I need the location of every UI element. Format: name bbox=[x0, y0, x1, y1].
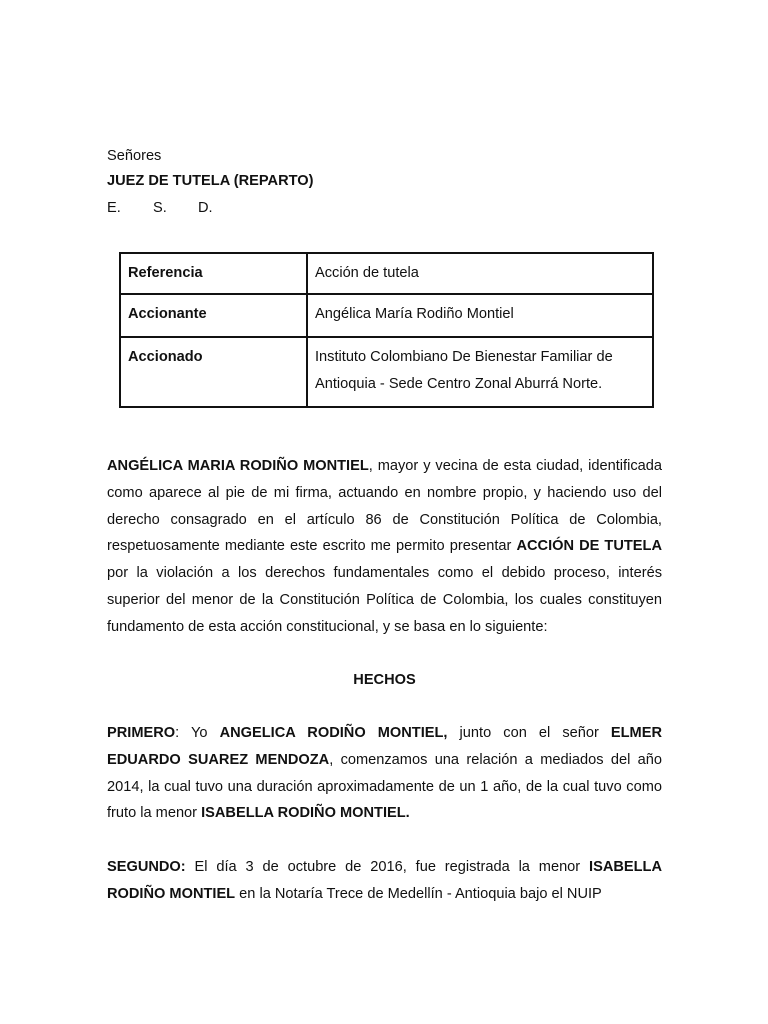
table-value-line: Instituto Colombiano De Bienestar Familiar de bbox=[315, 349, 613, 365]
salutation: Señores bbox=[107, 148, 162, 164]
paragraph-line: PRIMERO: Yo ANGELICA RODIÑO MONTIEL, junto con el señor ELMER bbox=[107, 725, 662, 741]
paragraph-line: 2014, la cual tuvo una duración aproximadamente de un 1 año, de la cual tuvo como bbox=[107, 778, 662, 795]
table-key: Accionado bbox=[120, 337, 307, 407]
paragraph-line: ANGÉLICA MARIA RODIÑO MONTIEL, mayor y vecina de esta ciudad, identificada bbox=[107, 458, 662, 474]
paragraph-line: como aparece al pie de mi firma, actuando en nombre propio, y haciendo uso del bbox=[107, 484, 662, 501]
table-value bbox=[307, 337, 653, 407]
table-row bbox=[120, 253, 653, 294]
table-value bbox=[307, 253, 653, 294]
paragraph-line: RODIÑO MONTIEL en la Notaría Trece de Medellín - Antioquia bajo el NUIP bbox=[107, 885, 602, 902]
table-key: Referencia bbox=[120, 253, 307, 294]
fact-primero bbox=[107, 720, 662, 827]
paragraph-line: fundamento de esta acción constitucional, y se basa en lo siguiente: bbox=[107, 618, 548, 635]
paragraph-line: EDUARDO SUAREZ MENDOZA, comenzamos una relación a mediados del año bbox=[107, 751, 662, 768]
section-heading: HECHOS bbox=[353, 672, 416, 688]
table-key: Accionante bbox=[120, 294, 307, 337]
table-value-line: Antioquia - Sede Centro Zonal Aburrá Norte. bbox=[315, 376, 603, 392]
intro-paragraph bbox=[107, 453, 662, 641]
paragraph-line: SEGUNDO: El día 3 de octubre de 2016, fue registrada la menor ISABELLA bbox=[107, 859, 662, 875]
action-title: ACCIÓN DE TUTELA bbox=[516, 538, 662, 555]
table-row bbox=[120, 337, 653, 407]
esd-d: D. bbox=[198, 200, 213, 216]
reference-table bbox=[119, 252, 654, 408]
esd-line bbox=[107, 195, 213, 222]
table-value-line: Acción de tutela bbox=[315, 265, 419, 281]
addressee: JUEZ DE TUTELA (REPARTO) bbox=[107, 173, 314, 189]
table-value bbox=[307, 294, 653, 337]
paragraph-line: derecho consagrado en el artículo 86 de Constitución Política de Colombia, bbox=[107, 511, 662, 528]
table-row bbox=[120, 294, 653, 337]
esd-s: S. bbox=[153, 200, 167, 216]
paragraph-line: fruto la menor ISABELLA RODIÑO MONTIEL. bbox=[107, 805, 410, 822]
esd-e: E. bbox=[107, 200, 121, 216]
table-value-line: Angélica María Rodiño Montiel bbox=[315, 306, 514, 322]
petitioner-name: ANGÉLICA MARIA RODIÑO MONTIEL bbox=[107, 458, 369, 474]
paragraph-line: superior del menor de la Constitución Política de Colombia, los cuales constituyen bbox=[107, 591, 662, 608]
paragraph-line: por la violación a los derechos fundamentales como el debido proceso, interés bbox=[107, 565, 662, 582]
paragraph-line: respetuosamente mediante este escrito me permito presentar ACCIÓN DE TUTELA bbox=[107, 538, 662, 555]
fact-segundo bbox=[107, 854, 662, 908]
